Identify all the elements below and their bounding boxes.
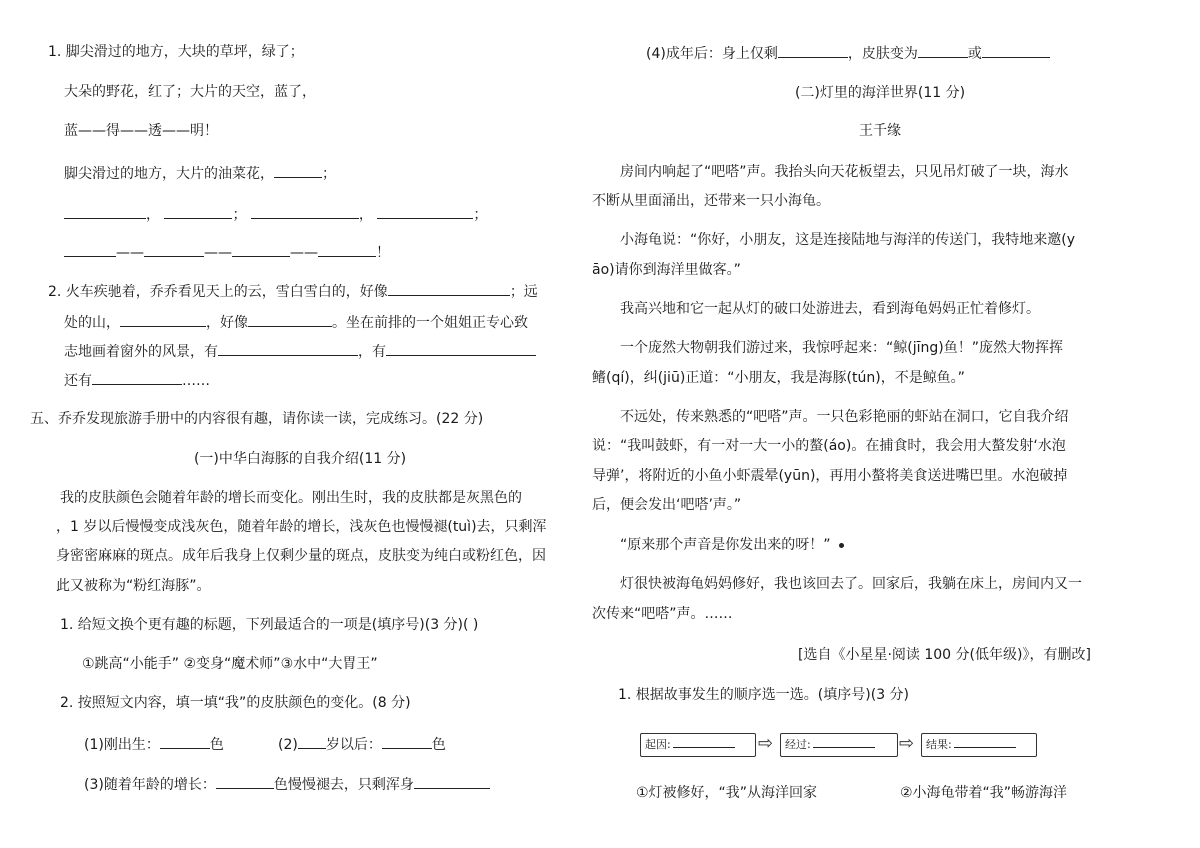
question-a1-options: ①跳高“小能手” ②变身“魔术师”③水中“大胃王” — [82, 656, 378, 672]
story-author: 王千缘 — [859, 123, 901, 139]
q1-sep-2: ； — [232, 207, 247, 223]
q1-line4-text: 脚尖滑过的地方，大片的油菜花， — [64, 166, 274, 182]
r4-blank-1[interactable] — [778, 43, 848, 58]
qa2-item2-end: 色 — [431, 737, 446, 753]
q1-blank-c[interactable] — [164, 204, 232, 219]
story-line11: 后，便会发出‘吧嗒’声。” — [592, 497, 742, 513]
qa2-blank-5[interactable] — [414, 774, 490, 789]
q1-blank-b[interactable] — [64, 204, 146, 219]
qa2-blank-3[interactable] — [382, 734, 432, 749]
q1-blank-e[interactable] — [377, 204, 473, 219]
q2-line4 — [64, 370, 210, 391]
qa2-blank-4[interactable] — [216, 774, 274, 789]
arrow-right-icon: ⇨ — [899, 733, 915, 754]
passage1-line3: 身密密麻麻的斑点。成年后我身上仅剩少量的斑点，皮肤变为纯白或粉红色，因 — [56, 548, 546, 564]
q1-dash-1: —— — [116, 245, 144, 261]
q2-line3 — [64, 341, 536, 362]
q1-line2: 大朵的野花，红了；大片的天空，蓝了， — [64, 84, 316, 100]
story-line8: 不远处，传来熟悉的“吧嗒”声。一只色彩艳丽的虾站在洞口，它自我介绍 — [620, 409, 1069, 425]
passage1-line4: 此又被称为“粉红海豚”。 — [56, 578, 211, 594]
flow-start-label: 起因: — [645, 738, 671, 751]
r4-blank-3[interactable] — [982, 43, 1050, 58]
q2-blank-b[interactable] — [120, 312, 206, 327]
qa2-item2-mid: 岁以后： — [325, 737, 382, 753]
flow-end-label: 结果: — [926, 738, 952, 751]
story-line12-text: “原来那个声音是你发出来的呀！” — [620, 537, 831, 553]
qa2-item1-label: (1)刚出生： — [84, 737, 160, 753]
story-line14: 次传来“吧嗒”声。…… — [592, 606, 733, 622]
q1-blank-a[interactable] — [274, 163, 322, 178]
arrow-right-icon: ⇨ — [758, 733, 774, 754]
flow-middle-blank[interactable] — [813, 735, 875, 748]
qa2-blank-1[interactable] — [160, 734, 210, 749]
question-a1: 1. 给短文换个更有趣的标题，下列最适合的一项是(填序号)(3 分)( ) — [60, 617, 479, 633]
q1-dash-2: —— — [204, 245, 232, 261]
story-line7: 鳍(qí)，纠(jiū)正道：“小朋友，我是海豚(tún)，不是鲸鱼。” — [592, 370, 965, 386]
story-line1: 房间内响起了“吧嗒”声。我抬头向天花板望去，只见吊灯破了一块，海水 — [620, 164, 1069, 180]
question-a2: 2. 按照短文内容，填一填“我”的皮肤颜色的变化。(8 分) — [60, 695, 411, 711]
qa2-item2-label: (2) — [278, 737, 298, 753]
q1-line3: 蓝——得——透——明！ — [64, 123, 218, 139]
story-line13: 灯很快被海龟妈妈修好，我也该回去了。回家后，我躺在床上，房间内又一 — [620, 576, 1082, 592]
option-2: ②小海龟带着“我”畅游海洋 — [900, 785, 1068, 801]
story-line6: 一个庞然大物朝我们游过来，我惊呼起来：“鲸(jīng)鱼！”庞然大物挥挥 — [620, 340, 1063, 356]
question-a2-item2 — [278, 734, 446, 755]
question-a2-item1 — [84, 734, 224, 755]
qa2-item3-label: (3)随着年龄的增长： — [84, 777, 216, 793]
q2-line2-end: 。坐在前排的一个姐姐正专心致 — [332, 315, 528, 331]
story-line12 — [620, 535, 844, 555]
question-a2-item3 — [84, 774, 490, 795]
question-b1: 1. 根据故事发生的顺序选一选。(填序号)(3 分) — [618, 687, 910, 703]
flow-end-blank[interactable] — [954, 735, 1016, 748]
q1-blank-d[interactable] — [251, 204, 359, 219]
q1-dash-3: —— — [290, 245, 318, 261]
q1-blank-i[interactable] — [318, 242, 376, 257]
q1-line4-end: ； — [322, 166, 336, 182]
q2-blank-d[interactable] — [218, 341, 358, 356]
qa2-blank-2[interactable] — [298, 734, 326, 749]
q1-blank-f[interactable] — [64, 242, 116, 257]
flow-middle-label: 经过: — [785, 738, 811, 751]
story-line3: 小海龟说：“你好，小朋友，这是连接陆地与海洋的传送门，我特地来邀(y — [620, 232, 1075, 248]
q2-line4-end: …… — [182, 373, 210, 389]
passage1-line1: 我的皮肤颜色会随着年龄的增长而变化。刚出生时，我的皮肤都是灰黑色的 — [60, 490, 522, 506]
r4-mid: ，皮肤变为 — [847, 46, 918, 62]
q1-blank-g[interactable] — [144, 242, 204, 257]
q2-line2-mid: ，好像 — [206, 315, 248, 331]
q2-line4-start: 还有 — [64, 373, 92, 389]
flow-box-start[interactable] — [640, 733, 756, 757]
r4-label: (4)成年后：身上仅剩 — [646, 46, 778, 62]
q2-line1-text: 2. 火车疾驰着，乔乔看见天上的云，雪白雪白的，好像 — [48, 284, 388, 300]
option-1: ①灯被修好，“我”从海洋回家 — [636, 785, 818, 801]
q2-blank-c[interactable] — [248, 312, 332, 327]
flow-start-blank[interactable] — [673, 735, 735, 748]
q2-line3-mid: ，有 — [358, 344, 386, 360]
subsection2-title: (二)灯里的海洋世界(11 分) — [794, 85, 966, 101]
q1-excl: ！ — [376, 245, 390, 261]
q2-line1 — [48, 281, 538, 302]
story-line2: 不断从里面涌出，还带来一只小海龟。 — [592, 193, 830, 209]
passage1-line2: ，1 岁以后慢慢变成浅灰色，随着年龄的增长，浅灰色也慢慢褪(tuì)去，只剩浑 — [56, 519, 547, 535]
question-a2-item4 — [646, 43, 1050, 64]
qa2-item3-mid: 色慢慢褪去，只剩浑身 — [273, 777, 414, 793]
q1-line6 — [64, 242, 390, 263]
subsection1-title: (一)中华白海豚的自我介绍(11 分) — [193, 451, 407, 467]
q2-line1-end: ；远 — [509, 284, 538, 300]
flow-box-end[interactable] — [921, 733, 1037, 757]
r4-blank-2[interactable] — [918, 43, 968, 58]
q1-line5 — [64, 204, 487, 225]
story-line9: 说：“我叫鼓虾，有一对一大一小的螯(áo)。在捕食时，我会用大螯发射‘水泡 — [592, 438, 1066, 454]
q1-line1: 1. 脚尖滑过的地方，大块的草坪，绿了； — [48, 44, 304, 60]
q2-blank-f[interactable] — [92, 370, 182, 385]
q2-line3-start: 志地画着窗外的风景，有 — [64, 344, 218, 360]
flow-box-middle[interactable] — [780, 733, 898, 757]
q1-sep-4: ； — [473, 207, 488, 223]
section5-title: 五、乔乔发现旅游手册中的内容很有趣，请你读一读，完成练习。(22 分) — [30, 411, 484, 427]
q1-sep-3: ， — [358, 207, 373, 223]
bullet-dot — [839, 543, 844, 548]
q2-blank-e[interactable] — [386, 341, 536, 356]
q2-line2 — [64, 312, 528, 333]
q2-blank-a[interactable] — [388, 281, 510, 296]
q1-blank-h[interactable] — [232, 242, 290, 257]
q1-sep-1: ， — [146, 207, 160, 223]
story-source: [选自《小星星·阅读 100 分(低年级)》，有删改] — [798, 647, 1091, 663]
q2-line2-start: 处的山， — [64, 315, 120, 331]
story-line10: 导弹’，将附近的小鱼小虾震晕(yūn)，再用小螯将美食送进嘴巴里。水泡破掉 — [592, 468, 1068, 484]
q1-line4 — [64, 163, 336, 184]
story-line5: 我高兴地和它一起从灯的破口处游进去，看到海龟妈妈正忙着修灯。 — [620, 301, 1040, 317]
story-line4: āo)请你到海洋里做客。” — [592, 262, 741, 278]
r4-or: 或 — [967, 46, 982, 62]
qa2-item1-end: 色 — [209, 737, 224, 753]
